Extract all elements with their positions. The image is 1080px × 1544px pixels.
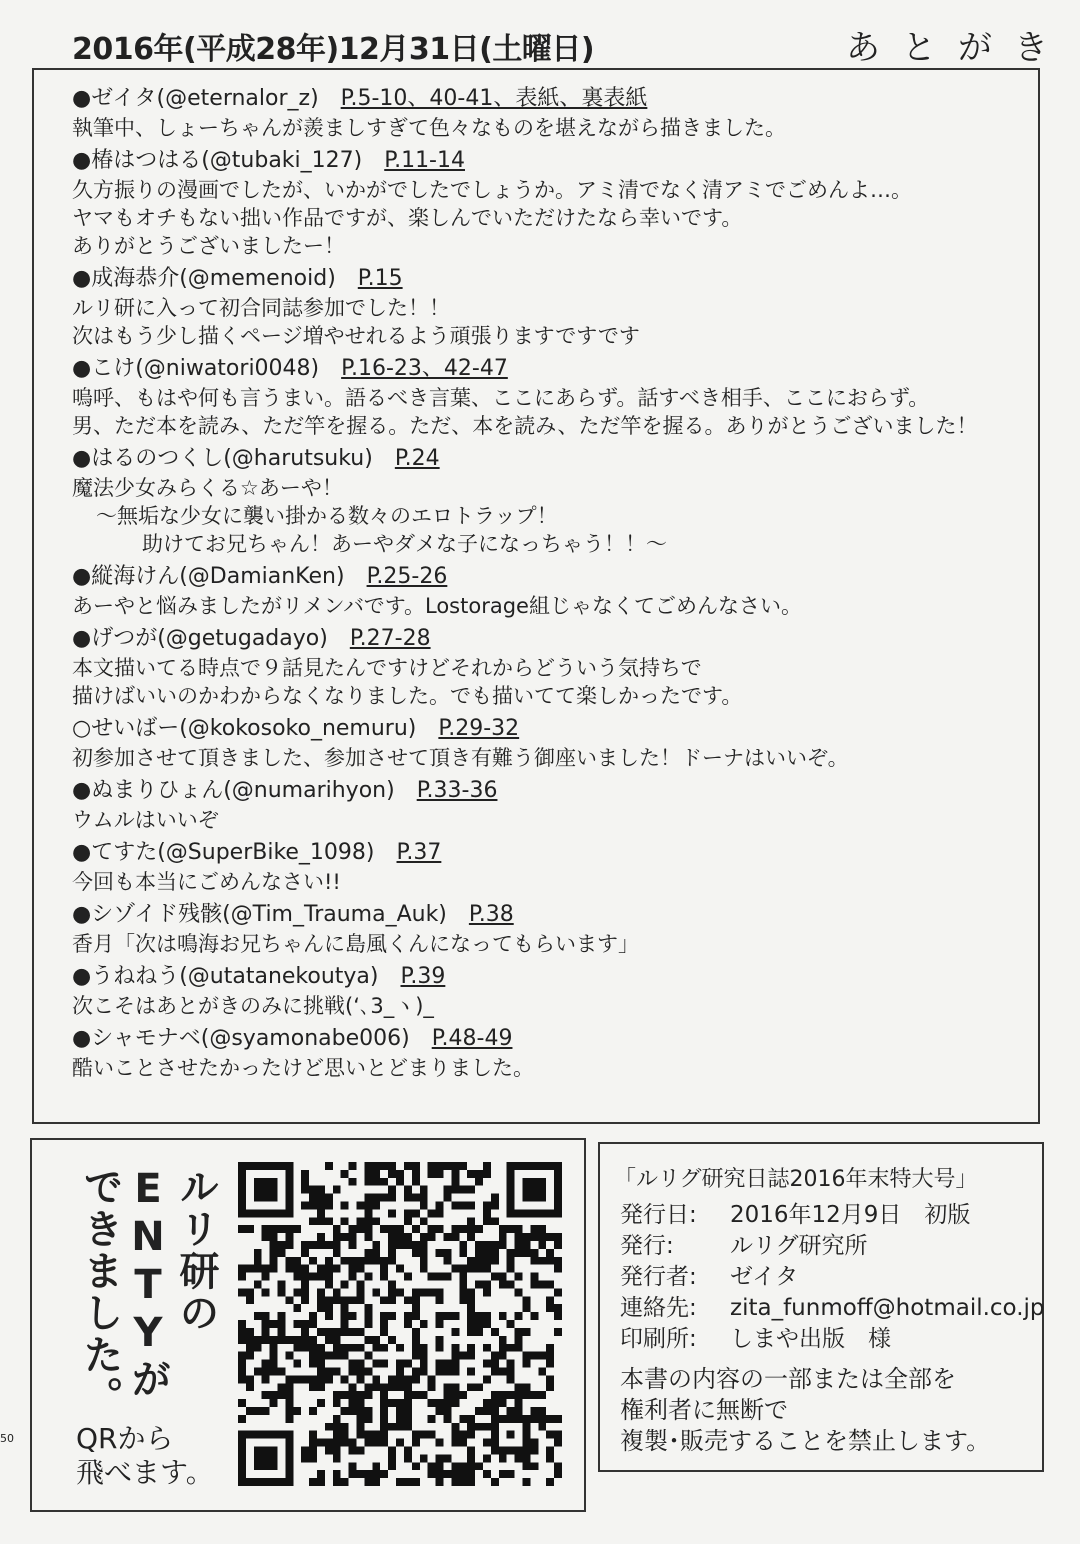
- qr-caption-line-2: 飛べます。: [76, 1456, 214, 1489]
- contributor-header: [72, 900, 1032, 930]
- contributor-header: [72, 84, 1032, 114]
- comment-line: 次はもう少し描くページ増やせれるよう頑張りますですです: [72, 324, 640, 348]
- colophon-value: 2016年12月9日 初版: [730, 1202, 971, 1228]
- contributor-pages: P.24: [394, 446, 440, 471]
- page-number: 50: [0, 1432, 14, 1445]
- contributors-box: [32, 68, 1040, 1124]
- contributor-entry: [72, 146, 1032, 260]
- contributor-header: [72, 264, 1032, 294]
- colophon-title: 「ルリグ研究日誌2016年末特大号」: [614, 1167, 978, 1192]
- enty-announcement: [72, 1166, 222, 1418]
- colophon-row: [620, 1324, 1045, 1355]
- enty-qr-panel: [30, 1138, 586, 1512]
- contributor-pages: P.27-28: [349, 626, 431, 651]
- contributor-pages: P.39: [400, 964, 446, 989]
- colophon-value: しまや出版 様: [730, 1326, 891, 1352]
- announcement-col-2: ENTYが: [125, 1166, 171, 1400]
- comment-line: 魔法少女みらくる☆あーや！: [72, 476, 343, 500]
- contributor-pages: P.37: [396, 840, 442, 865]
- contributor-name: ●椿はつはる(@tubaki_127): [72, 148, 363, 173]
- contributor-comment: [72, 744, 1032, 772]
- contributor-header: [72, 962, 1032, 992]
- contributor-list: [72, 84, 1032, 1086]
- contributor-header: [72, 444, 1032, 474]
- notice-line: 本書の内容の一部または全部を: [620, 1365, 956, 1393]
- contributor-comment: [72, 474, 1032, 558]
- contributor-comment: [72, 654, 1032, 710]
- comment-line: ～無垢な少女に襲い掛かる数々のエロトラップ！: [96, 504, 558, 528]
- contributor-entry: [72, 714, 1032, 772]
- contributor-comment: [72, 868, 1032, 896]
- contributor-comment: [72, 176, 1032, 260]
- contributor-name: ●げつが(@getugadayo): [72, 626, 328, 651]
- announcement-col-3: できました。: [77, 1166, 123, 1418]
- notice-line: 権利者に無断で: [620, 1396, 788, 1424]
- colophon-value: ルリグ研究所: [730, 1233, 868, 1259]
- comment-line: 香月「次は鳴海お兄ちゃんに島風くんになってもらいます」: [72, 932, 639, 956]
- comment-line: 本文描いてる時点で９話見たんですけどそれからどういう気持ちで: [72, 656, 702, 680]
- qr-code-icon[interactable]: [238, 1162, 562, 1486]
- contributor-name: ●縦海けん(@DamianKen): [72, 564, 345, 589]
- contributor-name: ●ゼイタ(@eternalor_z): [72, 86, 319, 111]
- comment-line: 酷いことさせたかったけど思いとどまりました。: [72, 1056, 534, 1080]
- contributor-header: [72, 624, 1032, 654]
- comment-line: 助けてお兄ちゃん！あーやダメな子になっちゃう！！～: [142, 532, 667, 556]
- colophon-label: 印刷所:: [620, 1326, 697, 1352]
- comment-line: 嗚呼、もはや何も言うまい。語るべき言葉、ここにあらず。話すべき相手、ここにおらず。: [72, 386, 930, 410]
- contributor-pages: P.11-14: [384, 148, 465, 173]
- comment-line: ルリ研に入って初合同誌参加でした！！: [72, 296, 450, 320]
- contributor-header: [72, 562, 1032, 592]
- contributor-pages: P.15: [357, 266, 403, 291]
- comment-line: 描けばいいのかわからなくなりました。でも描いてて楽しかったです。: [72, 684, 743, 708]
- comment-line: 次こそはあとがきのみに挑戦(‘､3_ヽ)_: [72, 994, 434, 1018]
- copyright-notice: [620, 1364, 990, 1457]
- notice-line: 複製･販売することを禁止します。: [620, 1427, 991, 1455]
- colophon-row: [620, 1200, 1045, 1231]
- contributor-comment: [72, 1054, 1032, 1082]
- comment-line: ありがとうございましたー！: [72, 234, 345, 258]
- contributor-entry: [72, 1024, 1032, 1082]
- colophon-value: zita_funmoff@hotmail.co.jp: [730, 1295, 1045, 1321]
- colophon-label: 発行者:: [620, 1264, 697, 1290]
- contributor-entry: [72, 562, 1032, 620]
- contributor-pages: P.38: [468, 902, 514, 927]
- contributor-name: ●成海恭介(@memenoid): [72, 266, 336, 291]
- colophon-label: 連絡先:: [620, 1295, 697, 1321]
- contributor-entry: [72, 962, 1032, 1020]
- colophon-row: [620, 1231, 1045, 1262]
- contributor-header: [72, 354, 1032, 384]
- contributor-comment: [72, 930, 1032, 958]
- contributor-entry: [72, 354, 1032, 440]
- contributor-entry: [72, 838, 1032, 896]
- contributor-header: [72, 776, 1032, 806]
- comment-line: ウムルはいいぞ: [72, 808, 219, 832]
- contributor-name: ●シャモナベ(@syamonabe006): [72, 1026, 410, 1051]
- contributor-comment: [72, 294, 1032, 350]
- comment-line: 久方振りの漫画でしたが、いかがでしたでしょうか。アミ清でなく清アミでごめんよ…。: [72, 178, 912, 202]
- contributor-name: ●シゾイド残骸(@Tim_Trauma_Auk): [72, 902, 447, 927]
- contributor-name: ○せいばー(@kokosoko_nemuru): [72, 716, 417, 741]
- contributor-comment: [72, 992, 1032, 1020]
- contributor-name: ●こけ(@niwatori0048): [72, 356, 320, 381]
- contributor-entry: [72, 900, 1032, 958]
- colophon-label: 発行日:: [620, 1202, 697, 1228]
- comment-line: あーやと悩みましたがリメンバです。Lostorage組じゃなくてごめんなさい。: [72, 594, 802, 618]
- qr-caption: [76, 1422, 214, 1490]
- contributor-entry: [72, 444, 1032, 558]
- colophon-box: [598, 1142, 1044, 1472]
- contributor-name: ●うねねう(@utatanekoutya): [72, 964, 379, 989]
- contributor-comment: [72, 806, 1032, 834]
- colophon-value: ゼイタ: [730, 1264, 799, 1290]
- contributor-name: ●てすた(@SuperBike_1098): [72, 840, 375, 865]
- colophon-row: [620, 1293, 1045, 1324]
- afterword-heading: あとがき: [846, 28, 1070, 68]
- contributor-entry: [72, 84, 1032, 142]
- contributor-header: [72, 146, 1032, 176]
- comment-line: 今回も本当にごめんなさい!!: [72, 870, 341, 894]
- contributor-pages: P.16-23、42-47: [341, 356, 508, 381]
- contributor-name: ●ぬまりひょん(@numarihyon): [72, 778, 395, 803]
- contributor-header: [72, 1024, 1032, 1054]
- colophon-label: 発行:: [620, 1233, 674, 1259]
- comment-line: 執筆中、しょーちゃんが羨ましすぎて色々なものを堪えながら描きました。: [72, 116, 786, 140]
- colophon-row: [620, 1262, 1045, 1293]
- comment-line: 初参加させて頂きました、参加させて頂き有難う御座いました！ドーナはいいぞ。: [72, 746, 849, 770]
- contributor-entry: [72, 264, 1032, 350]
- contributor-pages: P.29-32: [438, 716, 520, 741]
- page-date: 2016年(平成28年)12月31日(土曜日): [72, 32, 595, 67]
- contributor-pages: P.5-10、40-41、表紙、裏表紙: [340, 86, 648, 111]
- qr-caption-line-1: QRから: [76, 1422, 174, 1455]
- announcement-col-1: ルリ研の: [173, 1166, 219, 1334]
- contributor-comment: [72, 592, 1032, 620]
- contributor-comment: [72, 114, 1032, 142]
- contributor-name: ●はるのつくし(@harutsuku): [72, 446, 373, 471]
- contributor-pages: P.48-49: [431, 1026, 513, 1051]
- contributor-header: [72, 838, 1032, 868]
- contributor-pages: P.33-36: [416, 778, 498, 803]
- colophon-details: [620, 1200, 1045, 1355]
- contributor-entry: [72, 776, 1032, 834]
- comment-line: 男、ただ本を読み、ただ竿を握る。ただ、本を読み、ただ竿を握る。ありがとうございました！: [72, 414, 978, 438]
- contributor-header: [72, 714, 1032, 744]
- contributor-entry: [72, 624, 1032, 710]
- contributor-comment: [72, 384, 1032, 440]
- comment-line: ヤマもオチもない拙い作品ですが、楽しんでいただけたなら幸いです。: [72, 206, 743, 230]
- contributor-pages: P.25-26: [366, 564, 448, 589]
